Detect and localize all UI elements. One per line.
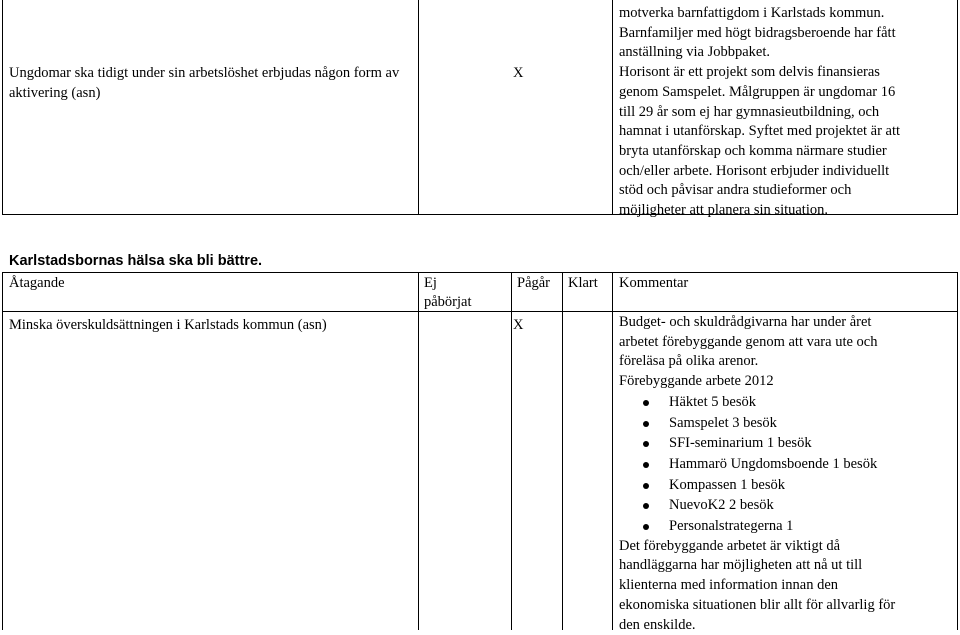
list-item: Kompassen 1 besök	[619, 475, 954, 496]
comment-line: hamnat i utanförskap. Syftet med projektet är att	[619, 123, 901, 140]
top-table-divider-2	[612, 0, 613, 215]
comment-line: Det förebyggande arbetet är viktigt då	[619, 537, 841, 554]
table-divider-4	[612, 272, 613, 630]
comment-line: stöd och påvisar andra studieformer och	[619, 182, 852, 199]
row-label: Minska överskuldsättningen i Karlstads kommun (asn)	[9, 317, 327, 333]
top-row-comment	[619, 4, 954, 221]
header-pagar: Pågår	[517, 275, 551, 291]
top-table-divider-1	[418, 0, 419, 215]
table-divider-3	[562, 272, 563, 630]
visits-list	[619, 392, 954, 537]
comment-line: möjligheter att planera sin situation.	[619, 202, 828, 219]
comment-line: anställning via Jobbpaket.	[619, 44, 771, 61]
comment-line: klienterna med information innan den	[619, 577, 839, 594]
list-item: Hammarö Ungdomsboende 1 besök	[619, 454, 954, 475]
header-ej-paborjat-line1: Ej	[424, 275, 437, 291]
table-border-left	[2, 272, 3, 630]
header-kommentar: Kommentar	[619, 275, 689, 291]
comment-line: bryta utanförskap och komma närmare studier	[619, 142, 887, 159]
row-mark: X	[513, 317, 524, 333]
comment-line: genom Samspelet. Målgruppen är ungdomar 16	[619, 83, 896, 100]
comment-line: Horisont är ett projekt som delvis finansieras	[619, 64, 880, 81]
comment-line: motverka barnfattigdom i Karlstads kommun.	[619, 5, 885, 21]
header-klart: Klart	[568, 275, 598, 291]
comment-line: Förebyggande arbete 2012	[619, 373, 774, 390]
table-header-divider	[2, 311, 957, 312]
list-item: Personalstrategerna 1	[619, 516, 954, 537]
table-divider-1	[418, 272, 419, 630]
comment-line: arbetet förebyggande genom att vara ute och	[619, 333, 878, 350]
top-table-border-right	[957, 0, 958, 215]
comment-line: Budget- och skuldrådgivarna har under året	[619, 314, 872, 330]
section-heading: Karlstadsbornas hälsa ska bli bättre.	[9, 253, 263, 269]
table-border-right	[957, 272, 958, 630]
header-ej-paborjat-line2: påbörjat	[424, 294, 472, 310]
list-item: Samspelet 3 besök	[619, 413, 954, 434]
top-table-border-left	[2, 0, 3, 215]
header-atagande: Åtagande	[9, 275, 65, 291]
comment-line: Barnfamiljer med högt bidragsberoende har fått	[619, 24, 896, 41]
top-row-label	[9, 63, 414, 103]
row-comment	[619, 313, 954, 635]
top-row-mark: X	[513, 65, 524, 81]
top-row-label-text: Ungdomar ska tidigt under sin arbetslöshet erbjudas någon form av aktivering (asn)	[9, 65, 400, 101]
comment-line: den enskilde.	[619, 616, 696, 633]
table-border-top	[2, 272, 957, 273]
comment-line: ekonomiska situationen blir allt för allvarlig för	[619, 596, 896, 613]
list-item: Häktet 5 besök	[619, 392, 954, 413]
table-divider-2	[511, 272, 512, 630]
list-item: SFI-seminarium 1 besök	[619, 433, 954, 454]
comment-line: föreläsa på olika arenor.	[619, 353, 759, 370]
list-item: NuevoK2 2 besök	[619, 495, 954, 516]
comment-line: handläggarna har möjligheten att nå ut till	[619, 557, 863, 574]
comment-line: och/eller arbete. Horisont erbjuder individuellt	[619, 162, 890, 179]
comment-line: till 29 år som ej har gymnasieutbildning, och	[619, 103, 880, 120]
